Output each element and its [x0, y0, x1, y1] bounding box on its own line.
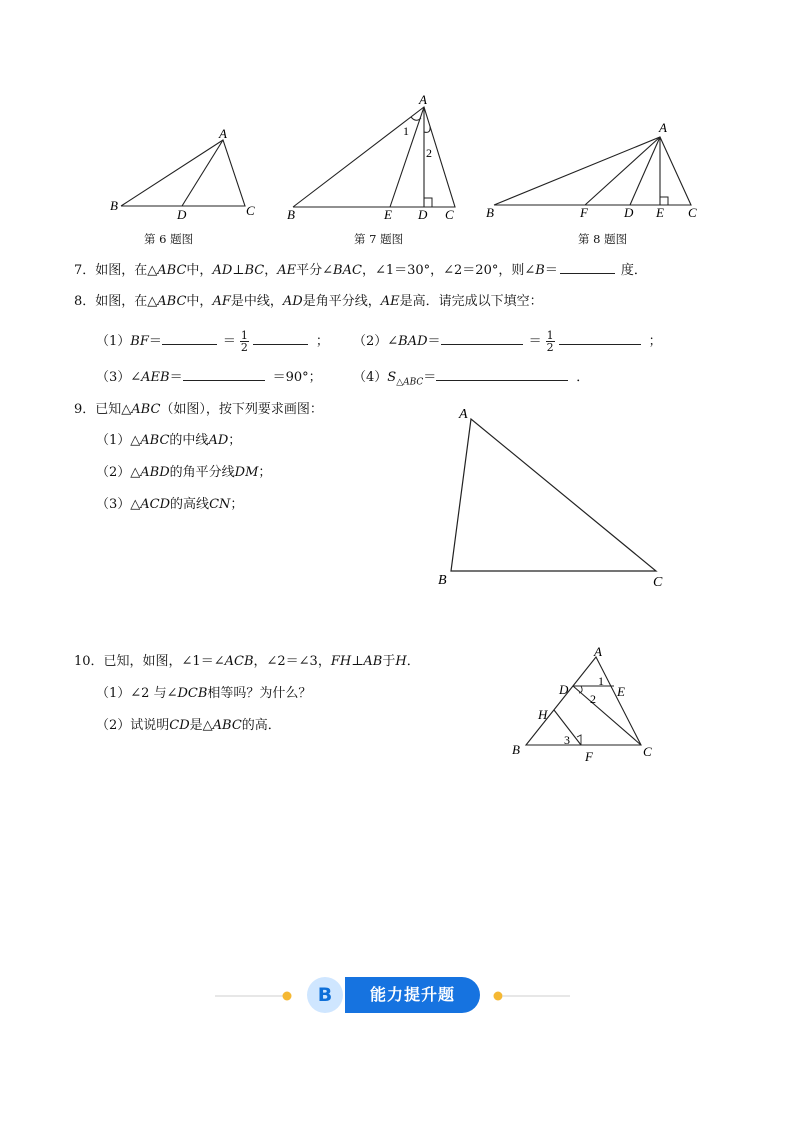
q10-sub-2: [96, 717, 281, 735]
q10-text: ，∠2＝∠3，: [253, 654, 331, 669]
q9-sub-1: [96, 432, 241, 450]
q8-s2-prefix: （2）∠: [353, 334, 399, 349]
question-9: [74, 401, 323, 419]
fig9-triangle: [451, 419, 656, 571]
fig8-caption: 第 8 题图: [578, 232, 628, 246]
fig10-label-3: 3: [564, 733, 570, 747]
q8-s2-equals: ＝: [427, 334, 441, 349]
q8-text: 8．如图，在△: [74, 294, 158, 309]
q7-text: ，: [264, 263, 278, 278]
q8-s2-blank-2[interactable]: [559, 332, 641, 345]
fig8-label-d: D: [624, 205, 634, 220]
q8-s2-fraction: [546, 330, 555, 353]
q8-s4-subscript: △ABC: [396, 377, 424, 388]
q8-sub-2: [353, 330, 662, 353]
q7-text: ＝: [544, 263, 558, 278]
q10-s1-end: 相等吗？为什么？: [207, 686, 312, 701]
q9-s2-end: ；: [258, 465, 272, 480]
q9-s3-seg: CN: [209, 497, 231, 512]
q10-text: ．: [406, 654, 420, 669]
fig6-label-a: A: [219, 126, 227, 141]
fig10-label-b: B: [512, 742, 520, 757]
q8-s2-blank-1[interactable]: [441, 332, 523, 345]
q8-s3-prefix: （3）∠: [96, 370, 142, 385]
q9-sub-3: [96, 496, 243, 514]
fig8-label-e: E: [656, 205, 664, 220]
q7-var-ae: AE: [277, 263, 297, 278]
fig8-triangle: [494, 137, 691, 205]
q7-answer-blank[interactable]: [560, 261, 615, 274]
q8-sub-1: [96, 330, 329, 353]
question-10: [74, 653, 420, 671]
q8-s4-area-symbol: S: [387, 370, 397, 385]
q8-var-af: AF: [212, 294, 231, 309]
fig8-label-c: C: [688, 205, 697, 220]
fig7-caption: 第 7 题图: [354, 232, 404, 246]
q8-text: 是角平分线，: [302, 294, 381, 309]
q10-var-fh: FH: [330, 654, 352, 669]
q10-s2-end: 的高．: [241, 718, 281, 733]
section-title: 能力提升题: [345, 977, 480, 1013]
q9-s2-prefix: （2）△: [96, 465, 141, 480]
fig6-triangle: [121, 140, 245, 206]
fig8-right-angle-mark: [660, 197, 668, 205]
q10-text: 10．已知，如图，∠1＝∠: [74, 654, 225, 669]
q7-text: 中，: [186, 263, 213, 278]
q10-s1-var: DCB: [177, 686, 208, 701]
fig7-label-a: A: [419, 92, 427, 107]
q8-s1-equals: ＝: [148, 334, 162, 349]
section-badge: B: [307, 977, 343, 1013]
q8-var-ae: AE: [380, 294, 400, 309]
fig8-label-a: A: [659, 120, 667, 135]
fig10-label-h: H: [538, 707, 548, 722]
q9-s2-tri: ABD: [140, 465, 170, 480]
fig9-label-a: A: [459, 407, 468, 422]
q7-text: ⊥: [232, 263, 245, 278]
fraction-numerator: 1: [240, 329, 248, 342]
section-divider-right: [492, 990, 572, 1002]
fig10-label-e: E: [617, 684, 625, 699]
fig8-label-f: F: [580, 205, 588, 220]
fig7-label-2: 2: [426, 146, 432, 160]
q7-var-bac: BAC: [333, 263, 362, 278]
q9-text: （如图），按下列要求画图：: [160, 402, 323, 417]
figure-8: [480, 118, 710, 224]
fig9-label-b: B: [438, 573, 447, 588]
q9-s3-prefix: （3）△: [96, 497, 141, 512]
q10-s2-var-cd: CD: [169, 718, 190, 733]
figure-9[interactable]: [430, 400, 675, 595]
q7-text: 7．如图，在△: [74, 263, 158, 278]
q9-s2-text: 的角平分线: [169, 465, 235, 480]
q9-s1-end: ；: [228, 433, 242, 448]
fig7-label-d: D: [418, 207, 428, 222]
q10-text: 于: [382, 654, 396, 669]
q9-s3-text: 的高线: [170, 497, 210, 512]
q8-s2-end: ；: [648, 334, 662, 349]
fig7-label-e: E: [384, 207, 392, 222]
q8-s1-equals: ＝: [222, 334, 236, 349]
q7-var-b: B: [535, 263, 545, 278]
q8-s4-prefix: （4）: [353, 370, 388, 385]
fig8-segment-af: [585, 137, 660, 205]
q7-text: 平分∠: [296, 263, 334, 278]
question-7: [74, 261, 647, 280]
q10-var-acb: ACB: [224, 654, 254, 669]
q9-s1-seg: AD: [208, 433, 229, 448]
fig7-label-c: C: [445, 207, 454, 222]
q9-s3-end: ；: [230, 497, 244, 512]
question-8: [74, 293, 543, 311]
q7-var-abc: ABC: [157, 263, 187, 278]
q7-text: 度．: [620, 263, 647, 278]
q9-s2-seg: DM: [234, 465, 259, 480]
fig6-segment-ad: [182, 140, 223, 206]
q8-s3-equals: ＝: [169, 370, 183, 385]
fig7-label-b: B: [287, 207, 295, 222]
q10-text: ⊥: [351, 654, 364, 669]
q8-s1-fraction: [240, 330, 249, 353]
fig10-label-1: 1: [598, 674, 604, 688]
fig10-label-2: 2: [590, 692, 596, 706]
q8-s1-blank-2[interactable]: [253, 332, 308, 345]
q9-s1-prefix: （1）△: [96, 433, 141, 448]
fig10-triangle: [526, 657, 641, 745]
fig9-label-c: C: [653, 575, 663, 590]
q8-var-abc: ABC: [157, 294, 187, 309]
q9-s3-tri: ACD: [140, 497, 171, 512]
q9-sub-2: [96, 464, 271, 482]
q8-s1-prefix: （1）: [96, 334, 131, 349]
fig6-caption: 第 6 题图: [144, 232, 194, 246]
fig10-label-c: C: [643, 744, 652, 759]
fraction-denominator: 2: [240, 341, 248, 354]
figure-10: [505, 640, 665, 768]
q7-var-ad: AD: [212, 263, 233, 278]
fig6-label-c: C: [246, 203, 255, 218]
q9-s1-tri: ABC: [140, 433, 170, 448]
q8-text: 是高．请完成以下填空：: [399, 294, 543, 309]
fig6-label-d: D: [177, 207, 187, 222]
q8-s2-equals: ＝: [528, 334, 542, 349]
q8-s3-post: ＝90°；: [272, 370, 322, 385]
q10-sub-1: [96, 685, 311, 703]
fraction-denominator: 2: [546, 341, 554, 354]
fig10-label-a: A: [594, 644, 602, 659]
q8-s4-end: ．: [576, 370, 590, 385]
section-divider-left: [215, 990, 295, 1002]
q8-sub-4: [353, 368, 589, 392]
q8-sub-3: [96, 368, 322, 387]
q7-text: ，∠1＝30°，∠2＝20°，则∠: [361, 263, 536, 278]
q9-s1-text: 的中线: [169, 433, 209, 448]
figure-7: [283, 92, 463, 226]
fig7-angle-arc-2: [424, 126, 430, 132]
fig7-segment-ae: [390, 107, 424, 207]
fig7-label-1: 1: [403, 124, 409, 138]
q8-s4-blank[interactable]: [436, 368, 568, 381]
fig8-label-b: B: [486, 205, 494, 220]
q8-text: 是中线，: [230, 294, 283, 309]
q8-s3-var: AEB: [141, 370, 170, 385]
q8-s4-equals: ＝: [423, 370, 437, 385]
q10-var-h: H: [395, 654, 407, 669]
q8-s1-blank-1[interactable]: [162, 332, 217, 345]
q8-s3-blank[interactable]: [183, 368, 265, 381]
q10-s2-var-abc: ABC: [212, 718, 242, 733]
fig10-label-f: F: [585, 749, 593, 764]
q10-s2-text: 是△: [189, 718, 213, 733]
q8-s2-var: BAD: [398, 334, 428, 349]
q7-var-bc: BC: [244, 263, 265, 278]
q8-text: 中，: [186, 294, 213, 309]
q8-s1-var: BF: [130, 334, 149, 349]
q10-s2-prefix: （2）试说明: [96, 718, 170, 733]
q9-text: 9．已知△: [74, 402, 132, 417]
fig10-segment-cd: [573, 686, 641, 745]
q8-s1-end: ；: [315, 334, 329, 349]
fig10-label-d: D: [559, 682, 569, 697]
figure-6: [105, 126, 265, 222]
q8-var-ad: AD: [282, 294, 303, 309]
q9-var-abc: ABC: [131, 402, 161, 417]
fig7-right-angle-mark: [424, 198, 432, 207]
q10-s1-prefix: （1）∠2 与∠: [96, 686, 178, 701]
q10-var-ab: AB: [363, 654, 383, 669]
fraction-numerator: 1: [546, 329, 554, 342]
fig6-label-b: B: [110, 198, 118, 213]
